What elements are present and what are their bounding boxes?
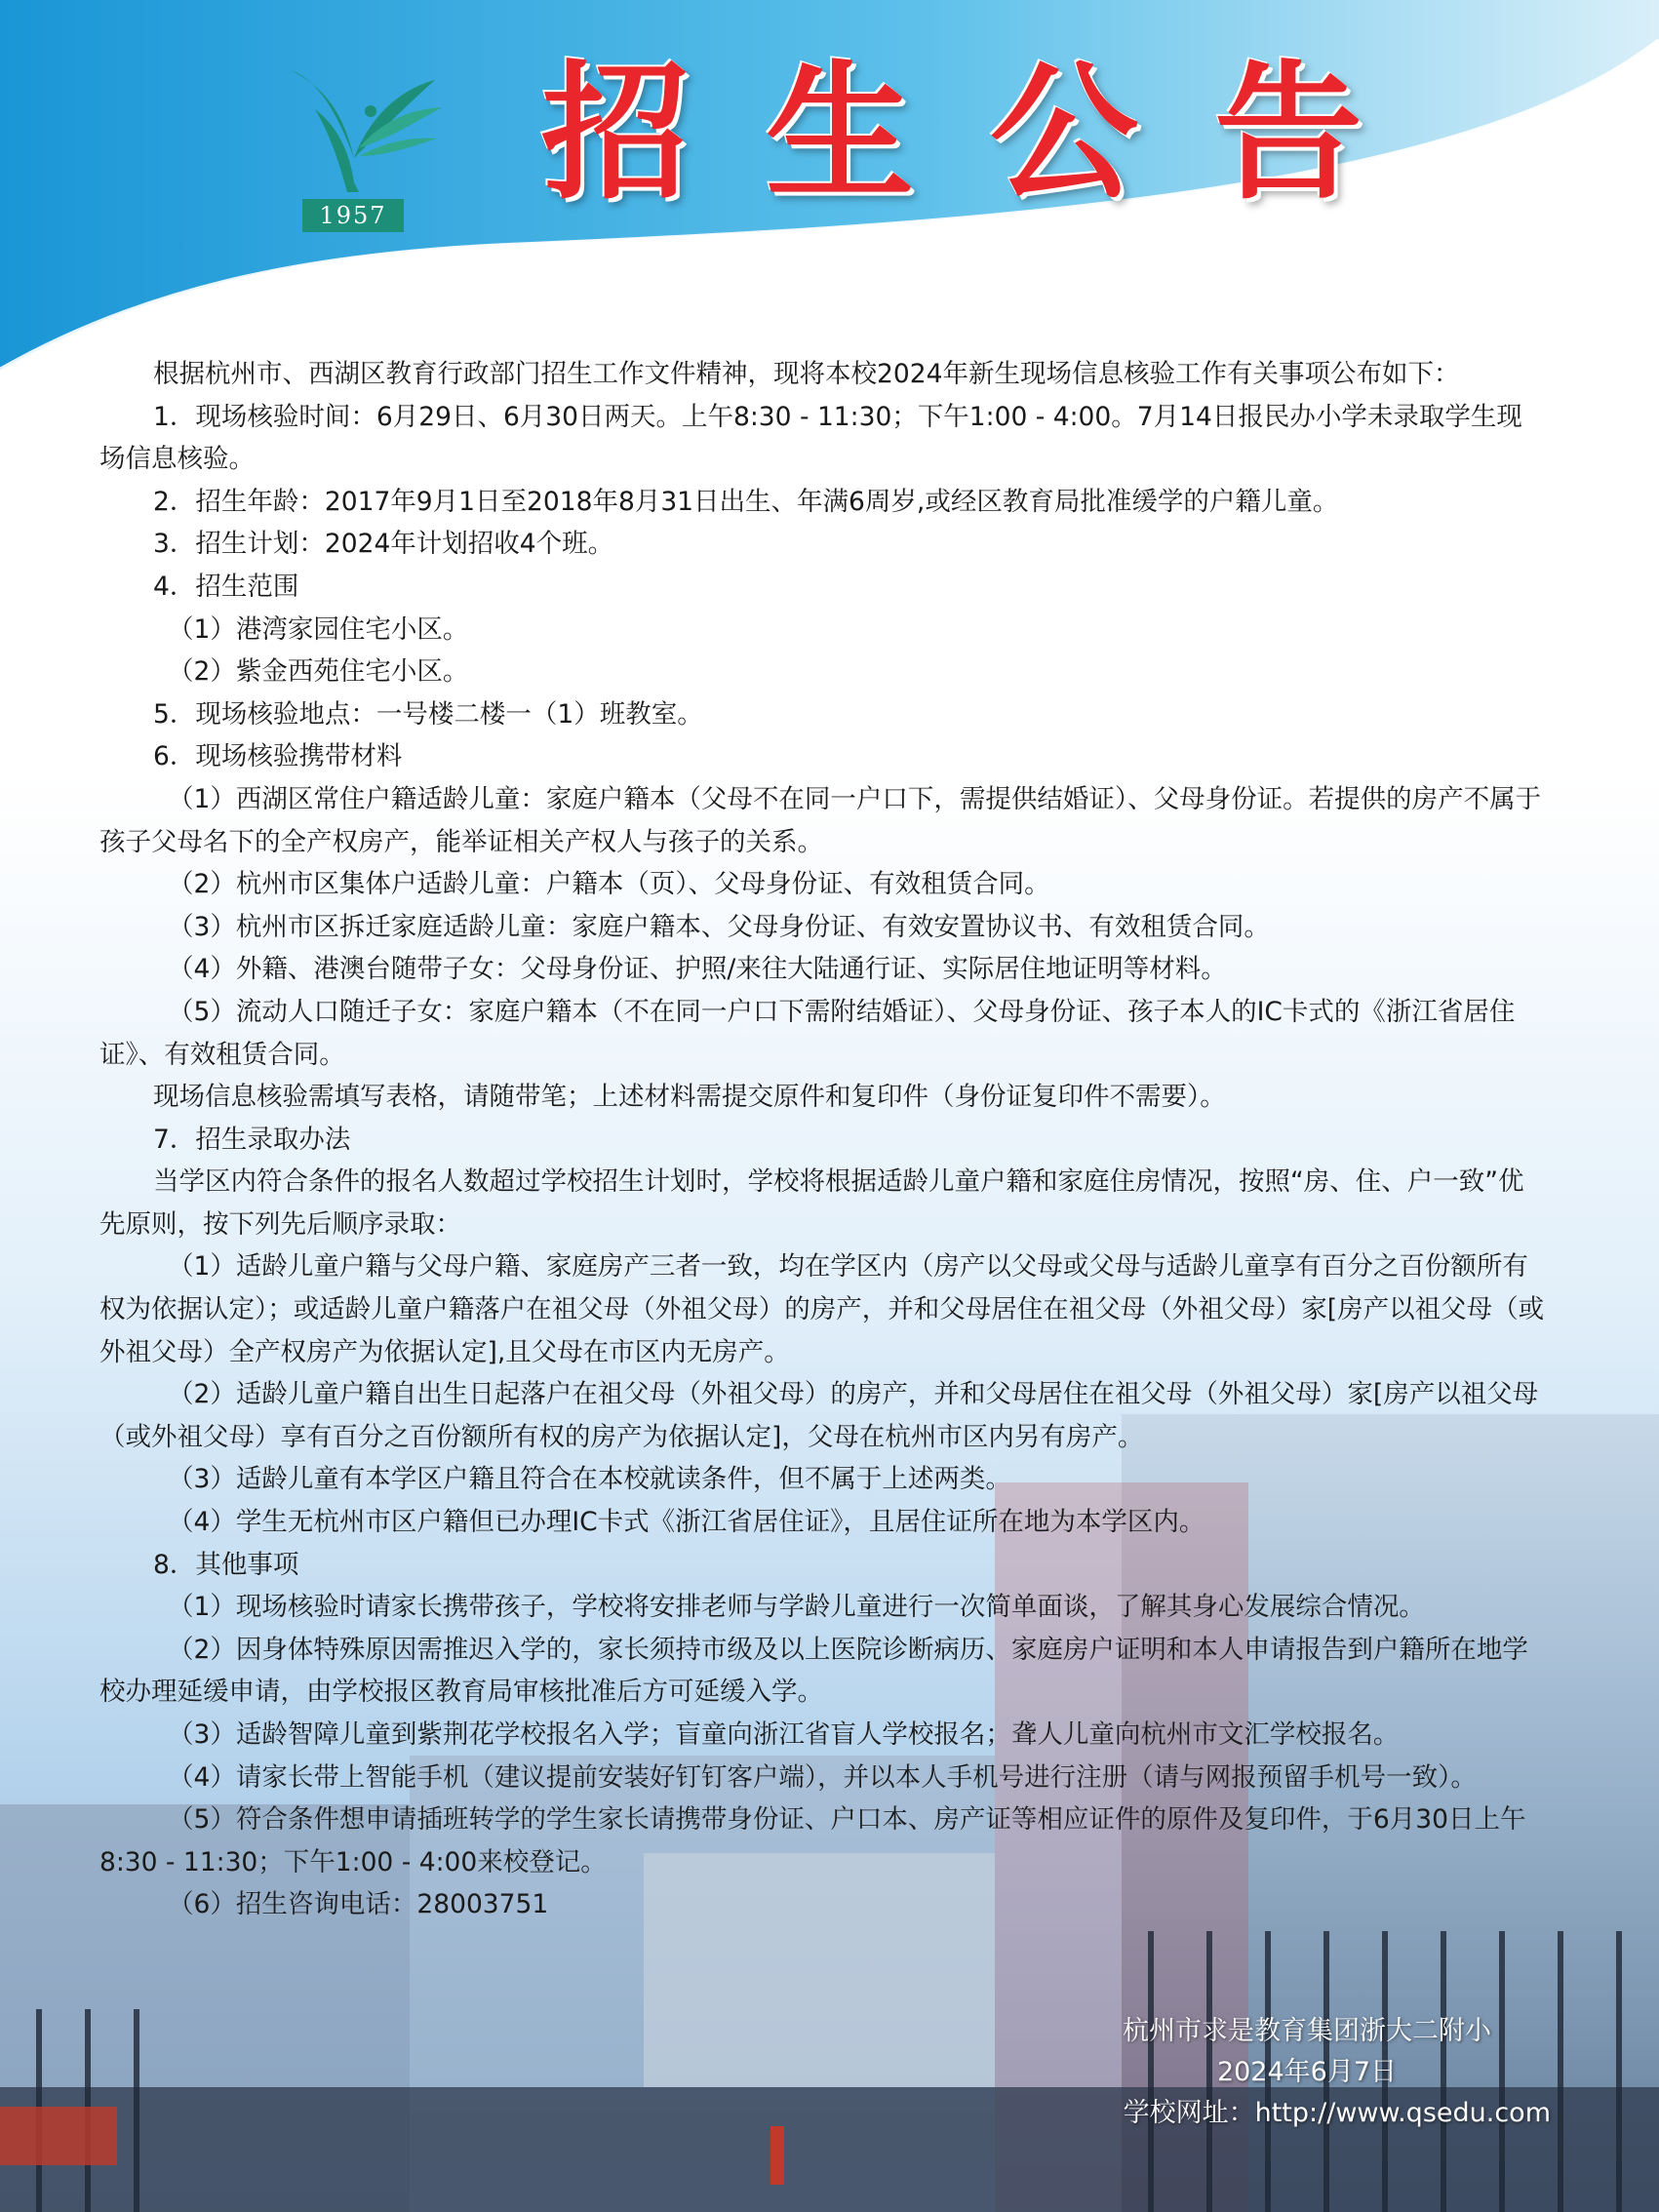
- item-7-2: （2）适龄儿童户籍自出生日起落户在祖父母（外祖父母）的房产，并和父母居住在祖父母（外祖父母）家[房产以祖父母（或外祖父母）享有百分之百份额所有权的房产为依据认定]，父母在杭州市区内另有房产。: [99, 1379, 1539, 1452]
- item-4-heading: 4．招生范围: [153, 571, 299, 602]
- item-7-1: （1）适龄儿童户籍与父母户籍、家庭房产三者一致，均在学区内（房产以父母或父母与适龄儿童享有百分之百份额所有权为依据认定）；或适龄儿童户籍落户在祖父母（外祖父母）的房产，并和父母居住在祖父母（外祖父母）家[房产以祖父母（或外祖父母）全产权房产为依据认定],且父母在市区内无房产。: [99, 1251, 1545, 1367]
- item-6-2: （2）杭州市区集体户适龄儿童：户籍本（页）、父母身份证、有效租赁合同。: [168, 869, 1050, 900]
- item-2: 2．招生年龄：2017年9月1日至2018年8月31日出生、年满6周岁,或经区教育局批准缓学的户籍儿童。: [153, 486, 1339, 517]
- item-6-note: 现场信息核验需填写表格，请随带笔；上述材料需提交原件和复印件（身份证复印件不需要）。: [153, 1082, 1226, 1113]
- item-6-1: （1）西湖区常住户籍适龄儿童：家庭户籍本（父母不在同一户口下，需提供结婚证）、父母身份证。若提供的房产不属于孩子父母名下的全产权房产，能举证相关产权人与孩子的关系。: [99, 783, 1542, 857]
- intro-paragraph: 根据杭州市、西湖区教育行政部门招生工作文件精神，现将本校2024年新生现场信息核验工作有关事项公布如下：: [153, 359, 1460, 389]
- item-6-4: （4）外籍、港澳台随带子女：父母身份证、护照/来往大陆通行证、实际居住地证明等材料。: [168, 954, 1227, 985]
- item-5: 5．现场核验地点：一号楼二楼一（1）班教室。: [153, 698, 703, 730]
- logo-year: 1957: [302, 199, 404, 232]
- item-8-3: （3）适龄智障儿童到紫荆花学校报名入学；盲童向浙江省盲人学校报名；聋人儿童向杭州市文汇学校报名。: [168, 1719, 1400, 1750]
- item-1: 1．现场核验时间：6月29日、6月30日两天。上午8:30 - 11:30；下午1:00 - 4:00。7月14日报民办小学未录取学生现场信息核验。: [99, 401, 1522, 475]
- item-4-1: （1）港湾家园住宅小区。: [168, 613, 469, 645]
- item-8-2: （2）因身体特殊原因需推迟入学的，家长须持市级及以上医院诊断病历、家庭房户证明和本人申请报告到户籍所在地学校办理延缓申请，由学校报区教育局审核批准后方可延缓入学。: [99, 1634, 1528, 1708]
- footer-signature: [1053, 2011, 1560, 2134]
- item-8-1: （1）现场核验时请家长携带孩子，学校将安排老师与学龄儿童进行一次简单面谈，了解其身心发展综合情况。: [168, 1592, 1425, 1623]
- item-6-5: （5）流动人口随迁子女：家庭户籍本（不在同一户口下需附结婚证）、父母身份证、孩子本人的IC卡式的《浙江省居住证》、有效租赁合同。: [99, 996, 1516, 1070]
- item-7-intro: 当学区内符合条件的报名人数超过学校招生计划时，学校将根据适龄儿童户籍和家庭住房情况，按照“房、住、户一致”优先原则，按下列先后顺序录取：: [99, 1166, 1524, 1240]
- school-website: 学校网址：http://www.qsedu.com: [1123, 2098, 1551, 2128]
- notice-body: [99, 353, 1545, 1926]
- item-8-4: （4）请家长带上智能手机（建议提前安装好钉钉客户端），并以本人手机号进行注册（请与网报预留手机号一致）。: [168, 1761, 1477, 1793]
- page-title: 招生公告: [541, 47, 1439, 219]
- item-6-3: （3）杭州市区拆迁家庭适龄儿童：家庭户籍本、父母身份证、有效安置协议书、有效租赁合同。: [168, 911, 1270, 942]
- school-logo: [261, 51, 447, 236]
- item-3: 3．招生计划：2024年计划招收4个班。: [153, 529, 614, 560]
- item-8-6: （6）招生咨询电话：28003751: [168, 1889, 549, 1920]
- item-7-3: （3）适龄儿童有本学区户籍且符合在本校就读条件，但不属于上述两类。: [168, 1464, 1011, 1495]
- item-4-2: （2）紫金西苑住宅小区。: [168, 656, 469, 688]
- issue-date: 2024年6月7日: [1216, 2057, 1398, 2087]
- item-6-heading: 6．现场核验携带材料: [153, 741, 403, 772]
- item-8-5: （5）符合条件想申请插班转学的学生家长请携带身份证、户口本、房产证等相应证件的原件及复印件，于6月30日上午8:30 - 11:30；下午1:00 - 4:00来校登记。: [99, 1804, 1526, 1877]
- school-name: 杭州市求是教育集团浙大二附小: [1123, 2016, 1491, 2046]
- item-7-4: （4）学生无杭州市区户籍但已办理IC卡式《浙江省居住证》，且居住证所在地为本学区内。: [168, 1507, 1205, 1538]
- item-8-heading: 8．其他事项: [153, 1549, 299, 1580]
- item-7-heading: 7．招生录取办法: [153, 1124, 351, 1155]
